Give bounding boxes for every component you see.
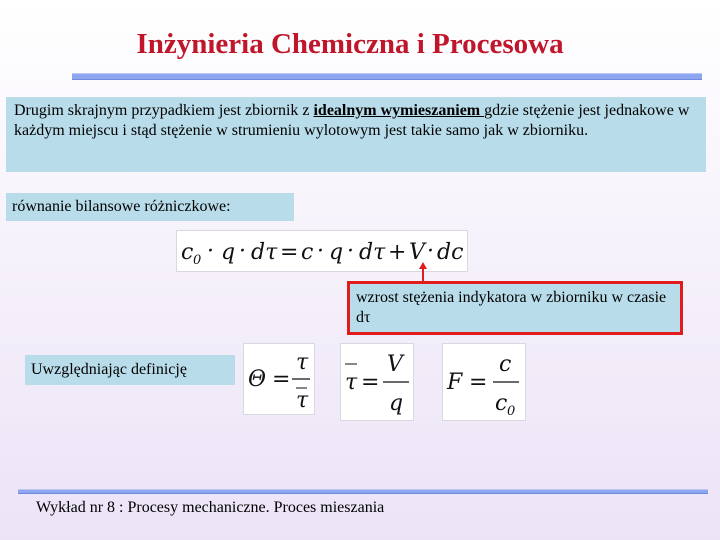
footer-text: Wykład nr 8 : Procesy mechaniczne. Proces mieszania bbox=[36, 499, 385, 516]
svg-text:·: · bbox=[207, 239, 214, 264]
svg-text:·: · bbox=[317, 239, 324, 264]
svg-text:q: q bbox=[389, 391, 404, 416]
svg-text:q: q bbox=[329, 240, 344, 265]
svg-text:dτ: dτ bbox=[359, 240, 386, 265]
svg-text:τ: τ bbox=[296, 388, 309, 413]
page-title: Inżynieria Chemiczna i Procesowa bbox=[136, 28, 564, 60]
intro-emphasis: idealnym wymieszaniem bbox=[313, 102, 485, 119]
footer-rule bbox=[18, 489, 708, 494]
intro-text-end: gdzie stężenie jest jednakowe w każdym miejscu i stąd stężenie w strumieniu wylotowym jest takie samo jak w zbiorniku. bbox=[14, 102, 690, 139]
intro-text-start: Drugim skrajnym przypadkiem jest zbiornik z bbox=[14, 102, 314, 119]
svg-text:0: 0 bbox=[193, 253, 202, 268]
f-definition bbox=[442, 343, 526, 421]
svg-text:F: F bbox=[447, 370, 463, 395]
svg-text:dc: dc bbox=[437, 240, 464, 265]
title-underline bbox=[72, 73, 702, 80]
svg-text:c: c bbox=[181, 240, 194, 265]
svg-text:·: · bbox=[347, 239, 354, 264]
svg-text:V: V bbox=[387, 352, 403, 377]
svg-text:V: V bbox=[409, 240, 425, 265]
annotation-callout: wzrost stężenia indykatora w zbiorniku w czasie dτ bbox=[347, 281, 683, 335]
svg-text:dτ: dτ bbox=[251, 240, 278, 265]
intro-text-box bbox=[6, 97, 706, 172]
svg-text:=: = bbox=[280, 240, 299, 265]
svg-text:0: 0 bbox=[507, 404, 516, 419]
theta-definition bbox=[243, 343, 315, 415]
svg-text:=: = bbox=[361, 370, 380, 395]
svg-text:c: c bbox=[499, 352, 512, 377]
svg-text:=: = bbox=[272, 367, 291, 392]
svg-text:·: · bbox=[427, 239, 434, 264]
svg-text:=: = bbox=[469, 370, 488, 395]
definitions-label: Uwzględniając definicję bbox=[25, 355, 235, 385]
tau-definition bbox=[340, 343, 414, 421]
svg-text:q: q bbox=[221, 240, 236, 265]
svg-text:c: c bbox=[301, 240, 314, 265]
svg-text:c: c bbox=[495, 391, 508, 416]
svg-text:Θ: Θ bbox=[248, 367, 267, 392]
svg-text:+: + bbox=[388, 240, 407, 265]
svg-text:τ: τ bbox=[345, 370, 358, 395]
svg-text:τ: τ bbox=[296, 350, 309, 375]
svg-text:·: · bbox=[239, 239, 246, 264]
balance-equation-label: równanie bilansowe różniczkowe: bbox=[6, 193, 294, 221]
